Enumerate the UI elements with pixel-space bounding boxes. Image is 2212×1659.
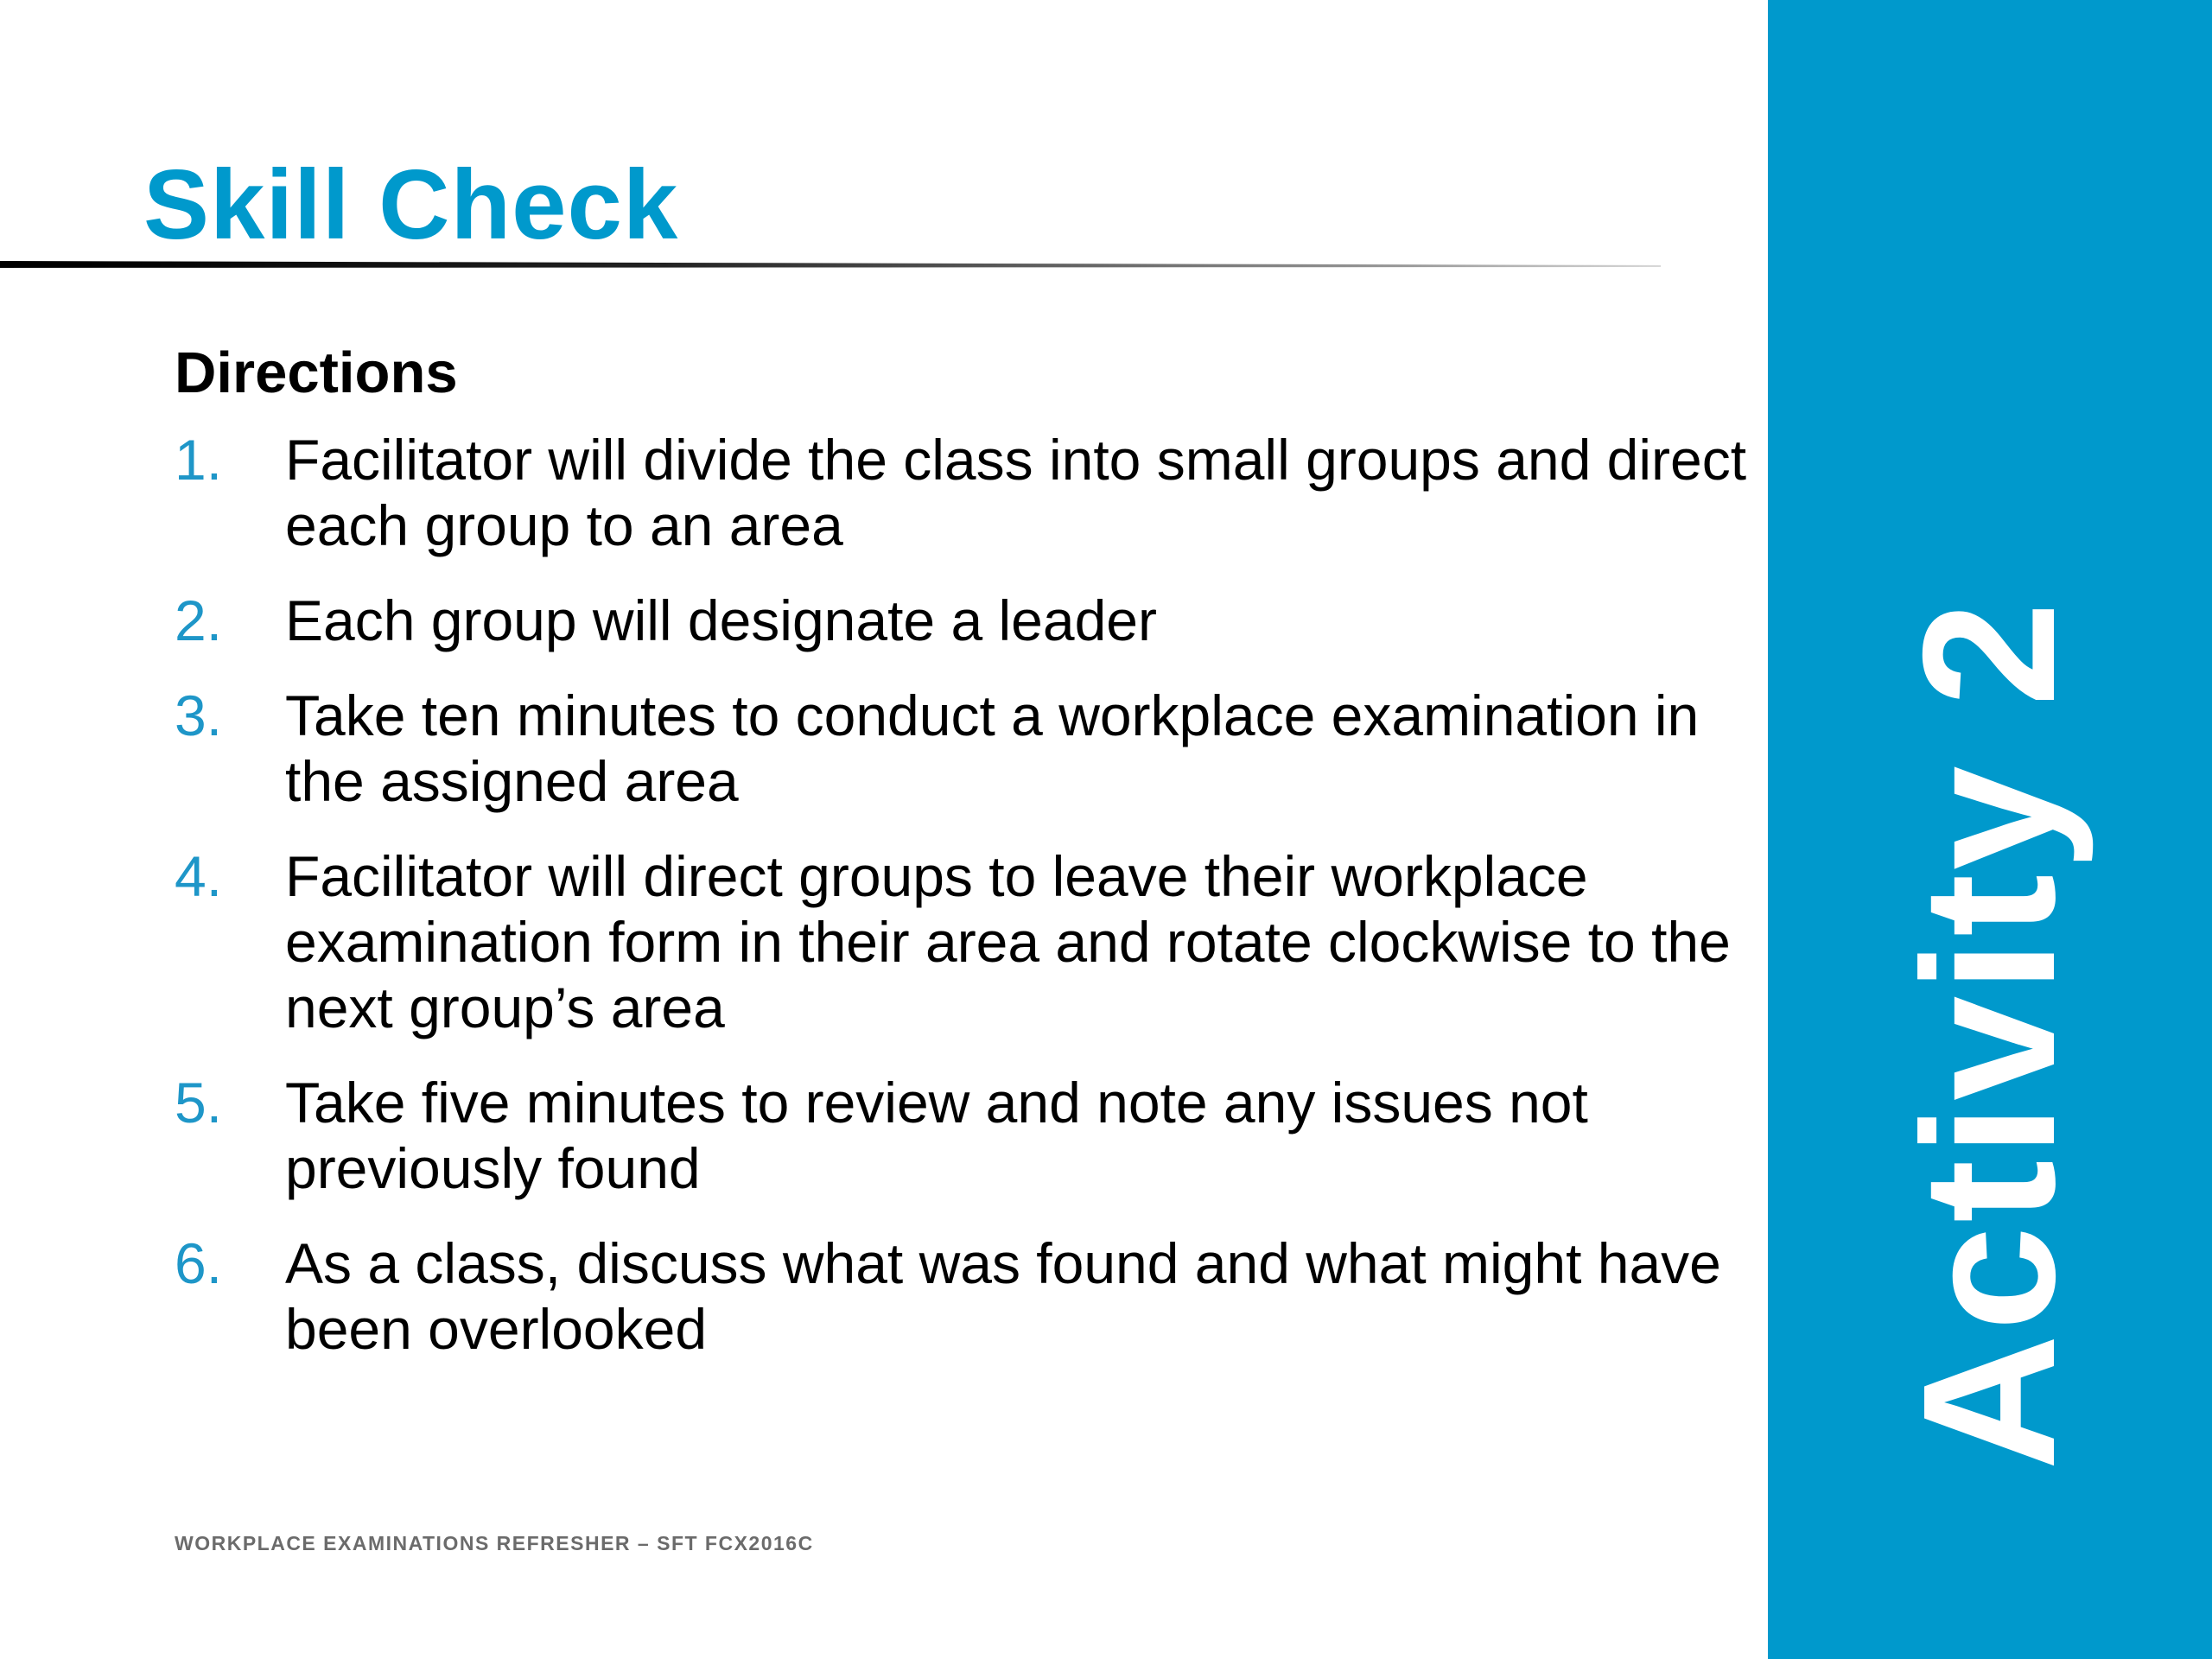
step-number: 6.	[175, 1231, 223, 1295]
step-text: Facilitator will direct groups to leave their workplace examination form in their area and rotate clockwise to the next group’s area	[285, 844, 1731, 1039]
step-number: 3.	[175, 683, 223, 747]
directions-list	[175, 427, 1764, 1362]
step-text: Facilitator will divide the class into small groups and direct each group to an area	[285, 428, 1747, 557]
direction-step	[175, 1070, 1764, 1201]
activity-sidebar	[1768, 0, 2212, 1659]
direction-step	[175, 683, 1764, 814]
activity-label: Activity 2	[1885, 598, 2094, 1471]
slide-title: Skill Check	[143, 150, 679, 260]
step-number: 4.	[175, 844, 223, 908]
step-number: 2.	[175, 588, 223, 652]
direction-step	[175, 588, 1764, 653]
step-text: Each group will designate a leader	[285, 588, 1157, 652]
direction-step	[175, 1230, 1764, 1362]
step-number: 1.	[175, 428, 223, 492]
step-text: As a class, discuss what was found and what might have been overlooked	[285, 1231, 1721, 1361]
direction-step	[175, 843, 1764, 1040]
directions-section	[175, 339, 1764, 1391]
title-divider	[0, 261, 1661, 268]
direction-step	[175, 427, 1764, 558]
step-text: Take five minutes to review and note any issues not previously found	[285, 1071, 1588, 1200]
step-text: Take ten minutes to conduct a workplace examination in the assigned area	[285, 683, 1700, 813]
slide-footer: WORKPLACE EXAMINATIONS REFRESHER – SFT FCX2016C	[175, 1532, 814, 1554]
directions-heading: Directions	[175, 340, 458, 405]
step-number: 5.	[175, 1071, 223, 1135]
